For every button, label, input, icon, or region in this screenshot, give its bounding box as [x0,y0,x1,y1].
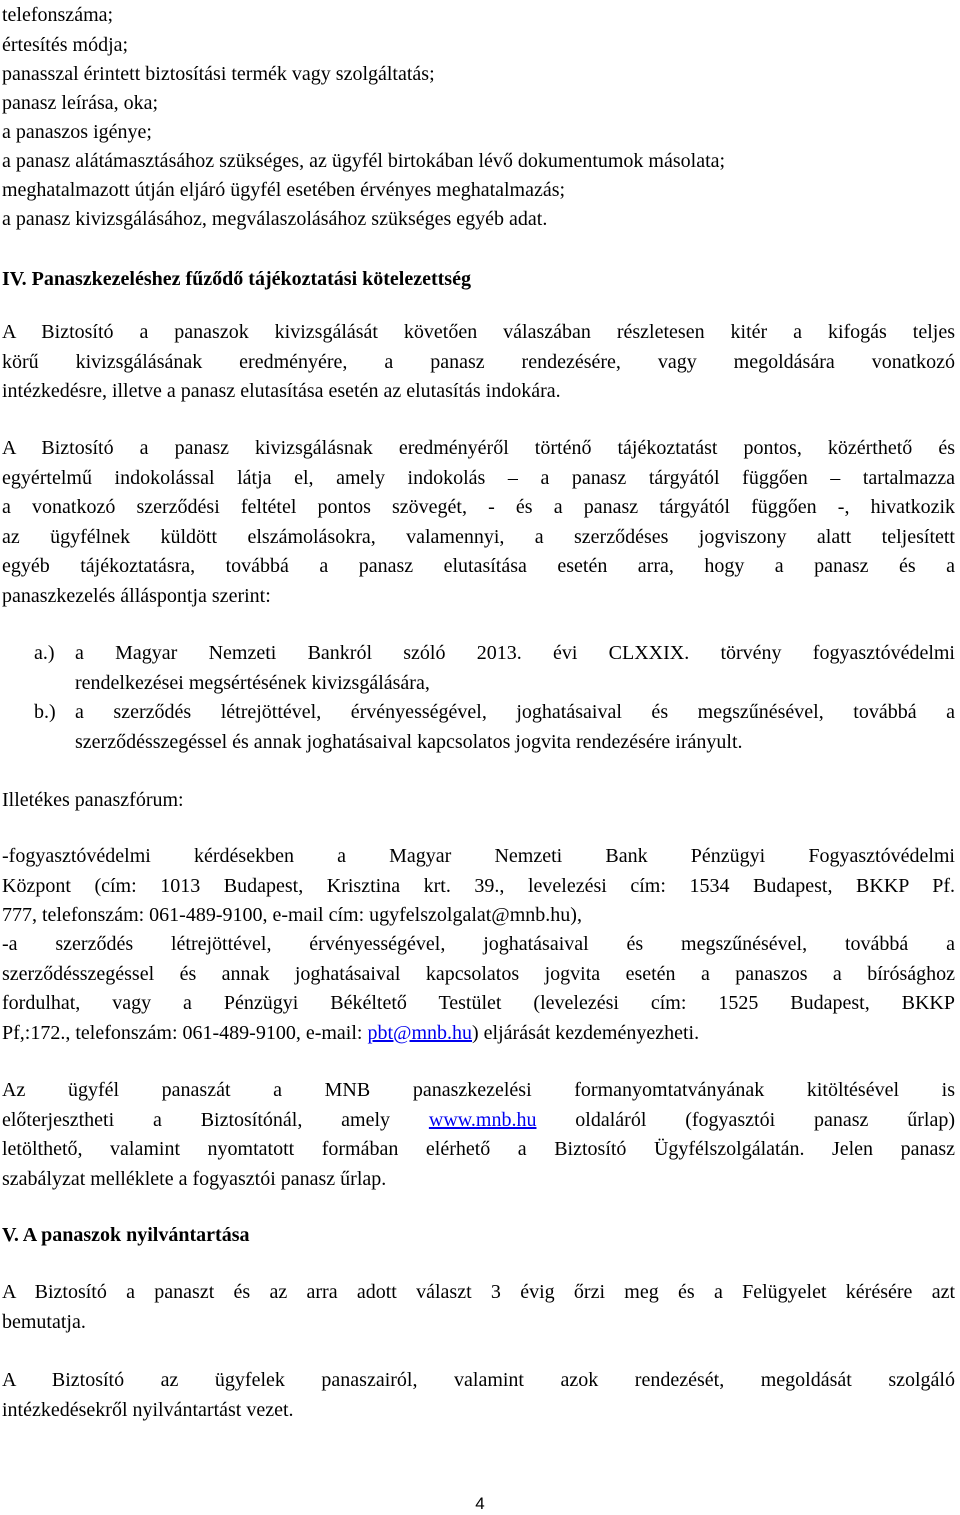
paragraph-line: bemutatja. [2,1310,86,1333]
text-run: előterjesztheti a Biztosítónál, amely [2,1108,429,1131]
paragraph-line: fordulhat, vagy a Pénzügyi Békéltető Testület (levelezési cím: 1525 Budapest, BKKP [2,992,955,1014]
list-item: a panasz alátámasztásához szükséges, az ügyfél birtokában lévő dokumentumok másolata; [2,150,726,172]
paragraph-line: egyéb tájékoztatásra, továbbá a panasz elutasítása esetén arra, hogy a panasz és a [2,555,955,577]
paragraph-line: intézkedésre, illetve a panasz elutasítása esetén az elutasítás indokára. [2,380,561,402]
paragraph-line: A Biztosító a panasz kivizsgálásnak eredményéről történő tájékoztatást pontos, közérthető és [2,437,955,459]
page-number: 4 [475,1494,485,1513]
paragraph-line: A Biztosító a panaszt és az arra adott választ 3 évig őrzi meg és a Felügyelet kérésére azt [2,1281,955,1303]
forum-label: Illetékes panaszfórum: [2,789,184,811]
list-item-line: a szerződés létrejöttével, érvényességével, joghatásaival és megszűnésével, továbbá a [75,701,955,723]
text-run: oldaláról (fogyasztói panasz űrlap) [536,1108,955,1131]
website-link[interactable]: www.mnb.hu [428,1108,537,1131]
paragraph-line: szerződésszegéssel és annak joghatásaival kapcsolatos jogvita esetén a panaszos a bírósághoz [2,962,955,985]
list-item: meghatalmazott útján eljáró ügyfél esetében érvényes meghatalmazás; [2,179,566,201]
paragraph-line: egyértelmű indokolással látja el, amely indokolás – a panasz tárgyától függően – tartalmazza [2,466,955,489]
list-item: panasszal érintett biztosítási termék vagy szolgáltatás; [2,63,435,85]
email-link[interactable]: pbt@mnb.hu [367,1021,473,1044]
list-item-line: szerződésszegéssel és annak joghatásaival kapcsolatos jogvita rendezésére irányult. [75,730,743,753]
list-item-line: rendelkezései megsértésének kivizsgálására, [75,671,430,694]
text-run: Pf,:172., telefonszám: 061-489-9100, e-mail: [2,1021,368,1044]
section-heading: IV. Panaszkezeléshez fűződő tájékoztatási kötelezettség [2,268,471,290]
paragraph-line: 777, telefonszám: 061-489-9100, e-mail cím: ugyfelszolgalat@mnb.hu), [2,904,582,926]
paragraph-line: letölthető, valamint nyomtatott formában elérhető a Biztosító Ügyfélszolgálatán. Jelen panasz [2,1138,955,1160]
paragraph-line: az ügyfélnek küldött elszámolásokra, valamennyi, a szerződéses jogviszony alatt teljesített [2,525,955,548]
list-item: a panaszos igénye; [2,121,152,143]
paragraph-line: A Biztosító az ügyfelek panaszairól, valamint azok rendezését, megoldását szolgáló [2,1369,955,1391]
paragraph [2,434,955,611]
list-item: telefonszáma; [2,4,114,26]
paragraph [2,1366,955,1425]
list-marker: a.) [34,642,55,664]
paragraph [2,1278,955,1337]
paragraph-line [2,1106,955,1136]
paragraph-line: szabályzat melléklete a fogyasztói panasz űrlap. [2,1167,387,1190]
paragraph-line: Az ügyfél panaszát a MNB panaszkezelési formanyomtatványának kitöltésével is [2,1079,955,1101]
list-marker: b.) [34,701,56,723]
paragraph-line [2,1019,955,1049]
paragraph-line: -fogyasztóvédelmi kérdésekben a Magyar Nemzeti Bank Pénzügyi Fogyasztóvédelmi [2,845,955,867]
paragraph [2,930,955,1048]
paragraph-line: a vonatkozó szerződési feltétel pontos szövegét, - és a panasz tárgyától függően -, hivatkozik [2,496,955,518]
paragraph-line: körű kivizsgálásának eredményére, a panasz rendezésére, vagy megoldására vonatkozó [2,350,955,373]
paragraph-line: A Biztosító a panaszok kivizsgálását követően válaszában részletesen kitér a kifogás teljes [2,321,955,343]
list-item-line: a Magyar Nemzeti Bankról szóló 2013. évi CLXXIX. törvény fogyasztóvédelmi [75,642,955,664]
paragraph-line: Központ (cím: 1013 Budapest, Krisztina krt. 39., levelezési cím: 1534 Budapest, BKKP Pf. [2,874,955,897]
paragraph [2,318,955,407]
paragraph [2,842,955,931]
text-run: ) eljárását kezdeményezheti. [472,1021,700,1044]
list-item: panasz leírása, oka; [2,92,159,114]
paragraph-line: intézkedésekről nyilvántartást vezet. [2,1398,294,1421]
list-item: értesítés módja; [2,34,129,56]
section-heading: V. A panaszok nyilvántartása [2,1224,250,1246]
paragraph-line: -a szerződés létrejöttével, érvényességével, joghatásaival és megszűnésével, továbbá a [2,933,955,955]
list-item: a panasz kivizsgálásához, megválaszolásához szükséges egyéb adat. [2,208,548,230]
paragraph-line: panaszkezelés álláspontja szerint: [2,584,271,607]
paragraph [2,1076,955,1194]
